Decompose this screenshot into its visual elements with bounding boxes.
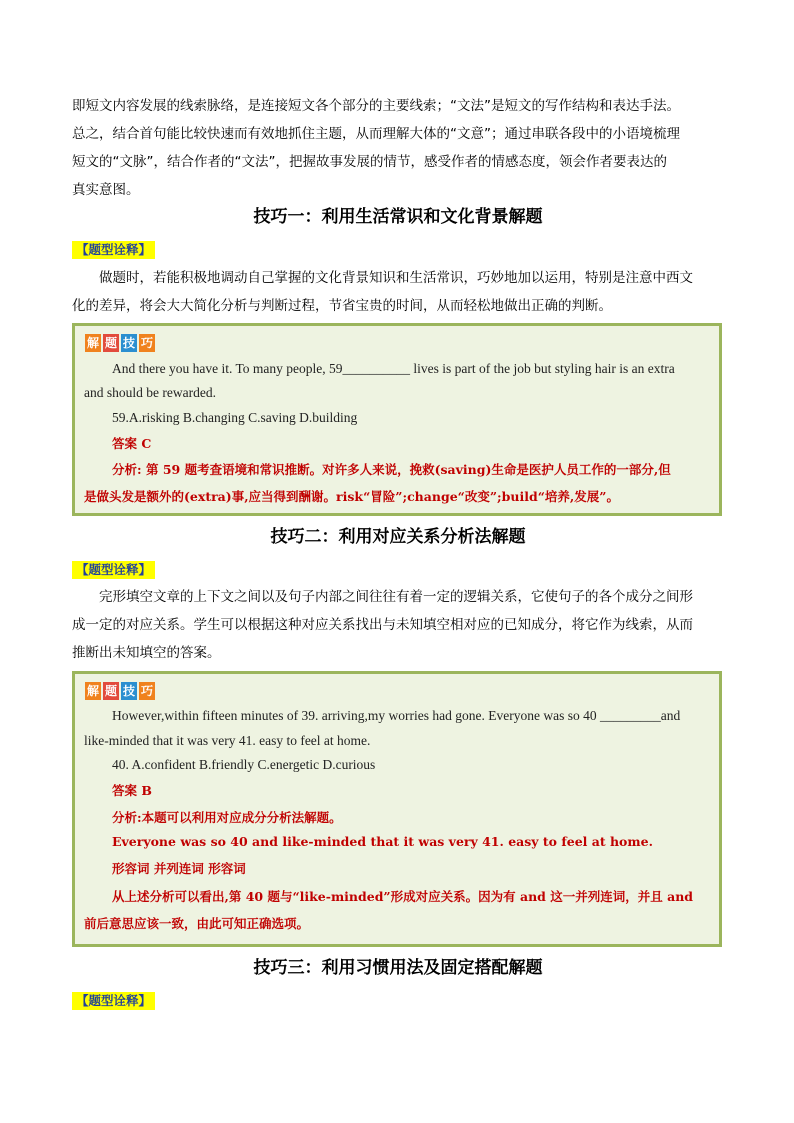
badge-jie: 解 (86, 336, 99, 350)
section3-title: 技巧三：利用习惯用法及固定搭配解题 (253, 958, 543, 978)
section2-body (72, 583, 724, 667)
body-line: 完形填空文章的上下文之间以及句子内部之间往往有着一定的逻辑关系，它使句子的各个成分之间形 (99, 589, 693, 605)
analysis-line: 形容词 并列连词 形容词 (112, 861, 246, 876)
answer-line: 答案 C (112, 436, 152, 451)
question-line: And there you have it. To many people, 59__________ lives is part of the job but styling hair is an extra (112, 361, 675, 376)
analysis-line: 分析: 第 59 题考查语境和常识推断。对许多人来说，挽救(saving)生命是医护人员工作的一部分,但 (112, 462, 671, 477)
question-line: like-minded that it was very 41. easy to feel at home. (84, 733, 371, 748)
section2-tip-box (72, 671, 722, 947)
badge-ti: 题 (104, 336, 117, 350)
intro-paragraph (72, 92, 724, 204)
body-line: 化的差异，将会大大简化分析与判断过程，节省宝贵的时间，从而轻松地做出正确的判断。 (72, 298, 612, 314)
badge-qiao: 巧 (140, 684, 153, 698)
body-line: 推断出未知填空的答案。 (72, 645, 221, 661)
tip-badges (85, 680, 157, 698)
intro-line: 即短文内容发展的线索脉络，是连接短文各个部分的主要线索；“文法”是短文的写作结构和表达手法。 (72, 98, 680, 114)
intro-line: 总之，结合首句能比较快速而有效地抓住主题，从而理解大体的“文意”；通过串联各段中的小语境梳理 (72, 126, 680, 142)
badge-qiao: 巧 (140, 336, 153, 350)
analysis-line: 分析:本题可以利用对应成分分析法解题。 (112, 810, 342, 825)
badge-ji: 技 (122, 336, 135, 350)
badge-ti: 题 (104, 684, 117, 698)
section1-body (72, 264, 724, 320)
section1-title: 技巧一：利用生活常识和文化背景解题 (253, 207, 543, 227)
question-line: and should be rewarded. (84, 385, 216, 400)
badge-ji: 技 (122, 684, 135, 698)
section1-tip-box (72, 323, 722, 516)
body-line: 做题时，若能积极地调动自己掌握的文化背景知识和生活常识，巧妙地加以运用，特别是注意中西文 (99, 270, 693, 286)
options-line: 59.A.risking B.changing C.saving D.building (112, 410, 358, 425)
tip-badges (85, 332, 157, 350)
section1-tag: 【题型诠释】 (72, 241, 155, 259)
body-line: 成一定的对应关系。学生可以根据这种对应关系找出与未知填空相对应的已知成分，将它作为线索，从而 (72, 617, 693, 633)
analysis-line: 是做头发是额外的(extra)事,应当得到酬谢。risk“冒险”;change“改变”;build“培养,发展”。 (84, 489, 619, 504)
section2-title: 技巧二：利用对应关系分析法解题 (270, 527, 526, 547)
intro-line: 真实意图。 (72, 182, 140, 198)
analysis-line: Everyone was so 40 and like-minded that it was very 41. easy to feel at home. (112, 834, 653, 849)
section2-tag: 【题型诠释】 (72, 561, 155, 579)
question-line: However,within fifteen minutes of 39. arriving,my worries had gone. Everyone was so 40 _________and (112, 708, 681, 723)
intro-line: 短文的“文脉”，结合作者的“文法”，把握故事发展的情节，感受作者的情感态度，领会作者要表达的 (72, 154, 667, 170)
badge-jie: 解 (86, 684, 99, 698)
analysis-line: 前后意思应该一致，由此可知正确选项。 (84, 916, 310, 931)
options-line: 40. A.confident B.friendly C.energetic D.curious (112, 757, 376, 772)
answer-line: 答案 B (112, 783, 152, 798)
section3-tag: 【题型诠释】 (72, 992, 155, 1010)
analysis-line: 从上述分析可以看出,第 40 题与“like-minded”形成对应关系。因为有 and 这一并列连词，并且 and (112, 889, 694, 904)
